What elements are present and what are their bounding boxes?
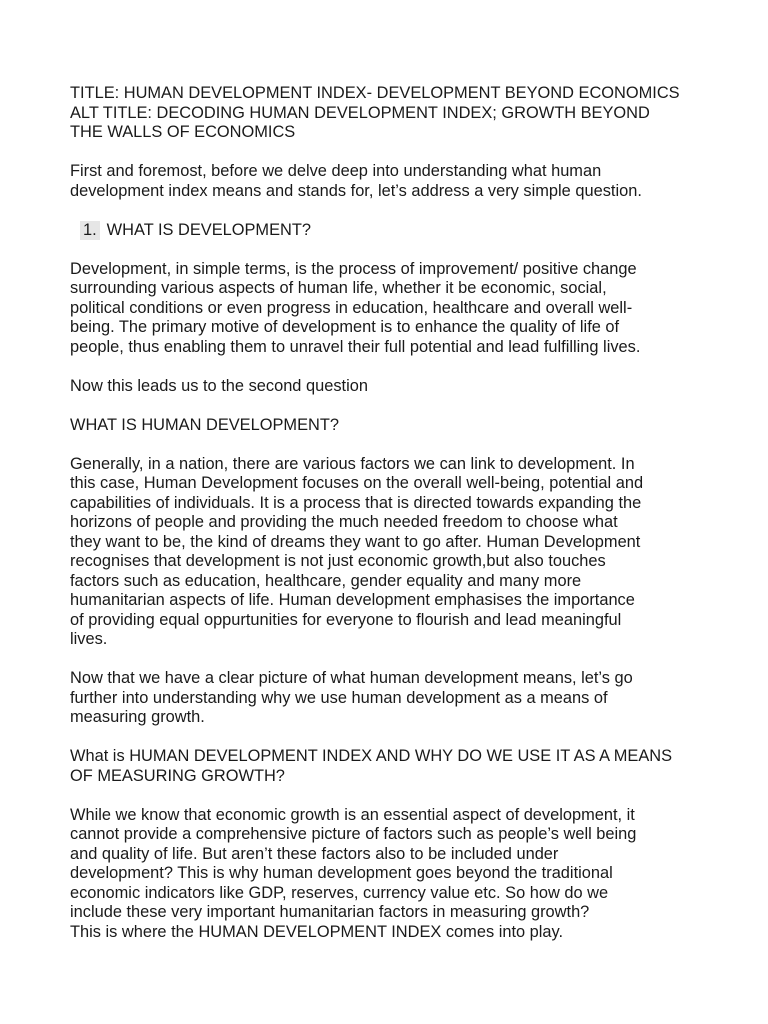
list-item-text: WHAT IS DEVELOPMENT? <box>106 220 311 239</box>
list-number: 1. <box>80 221 100 241</box>
document-page <box>70 84 706 962</box>
transition-paragraph-2: Now that we have a clear picture of what human development means, let’s go further into understanding why we use human development as a means of measuring growth. <box>70 669 633 726</box>
list-item <box>70 221 706 241</box>
section-heading-hdi: What is HUMAN DEVELOPMENT INDEX AND WHY DO WE USE IT AS A MEANS OF MEASURING GROWTH? <box>70 747 673 785</box>
development-definition-paragraph: Development, in simple terms, is the process of improvement/ positive change surrounding various aspects of human life, whether it be economic, social, political conditions or even progress in education, healthcare and overall well- being. The primary motive of development is to enhance the quality of life of people, thus enabling them to unravel their full potential and lead fulfilling lives. <box>70 259 641 356</box>
intro-paragraph: First and foremost, before we delve deep into understanding what human development index means and stands for, let’s address a very simple question. <box>70 162 642 200</box>
section-heading-human-development: WHAT IS HUMAN DEVELOPMENT? <box>70 415 339 434</box>
document-title: TITLE: HUMAN DEVELOPMENT INDEX- DEVELOPMENT BEYOND ECONOMICS ALT TITLE: DECODING HUMAN DEVELOPMENT INDEX; GROWTH BEYOND THE WALLS OF ECONOMICS <box>70 84 680 141</box>
human-development-paragraph: Generally, in a nation, there are various factors we can link to development. In this case, Human Development focuses on the overall well-being, potential and capabilities of individuals. It is a process that is directed towards expanding the horizons of people and providing the much needed freedom to choose what they want to be, the kind of dreams they want to go after. Human Development recognises that development is not just economic growth,but also touches factors such as education, healthcare, gender equality and many more humanitarian aspects of life. Human development emphasises the importance of providing equal oppurtunities for everyone to flourish and lead meaningful lives. <box>70 454 644 648</box>
transition-paragraph: Now this leads us to the second question <box>70 376 368 395</box>
hdi-paragraph: While we know that economic growth is an essential aspect of development, it cannot provide a comprehensive picture of factors such as people’s well being and quality of life. But aren’t these factors also to be included under development? This is why human development goes beyond the traditional economic indicators like GDP, reserves, currency value etc. So how do we include these very important humanitarian factors in measuring growth? This is where the HUMAN DEVELOPMENT INDEX comes into play. <box>70 805 637 941</box>
